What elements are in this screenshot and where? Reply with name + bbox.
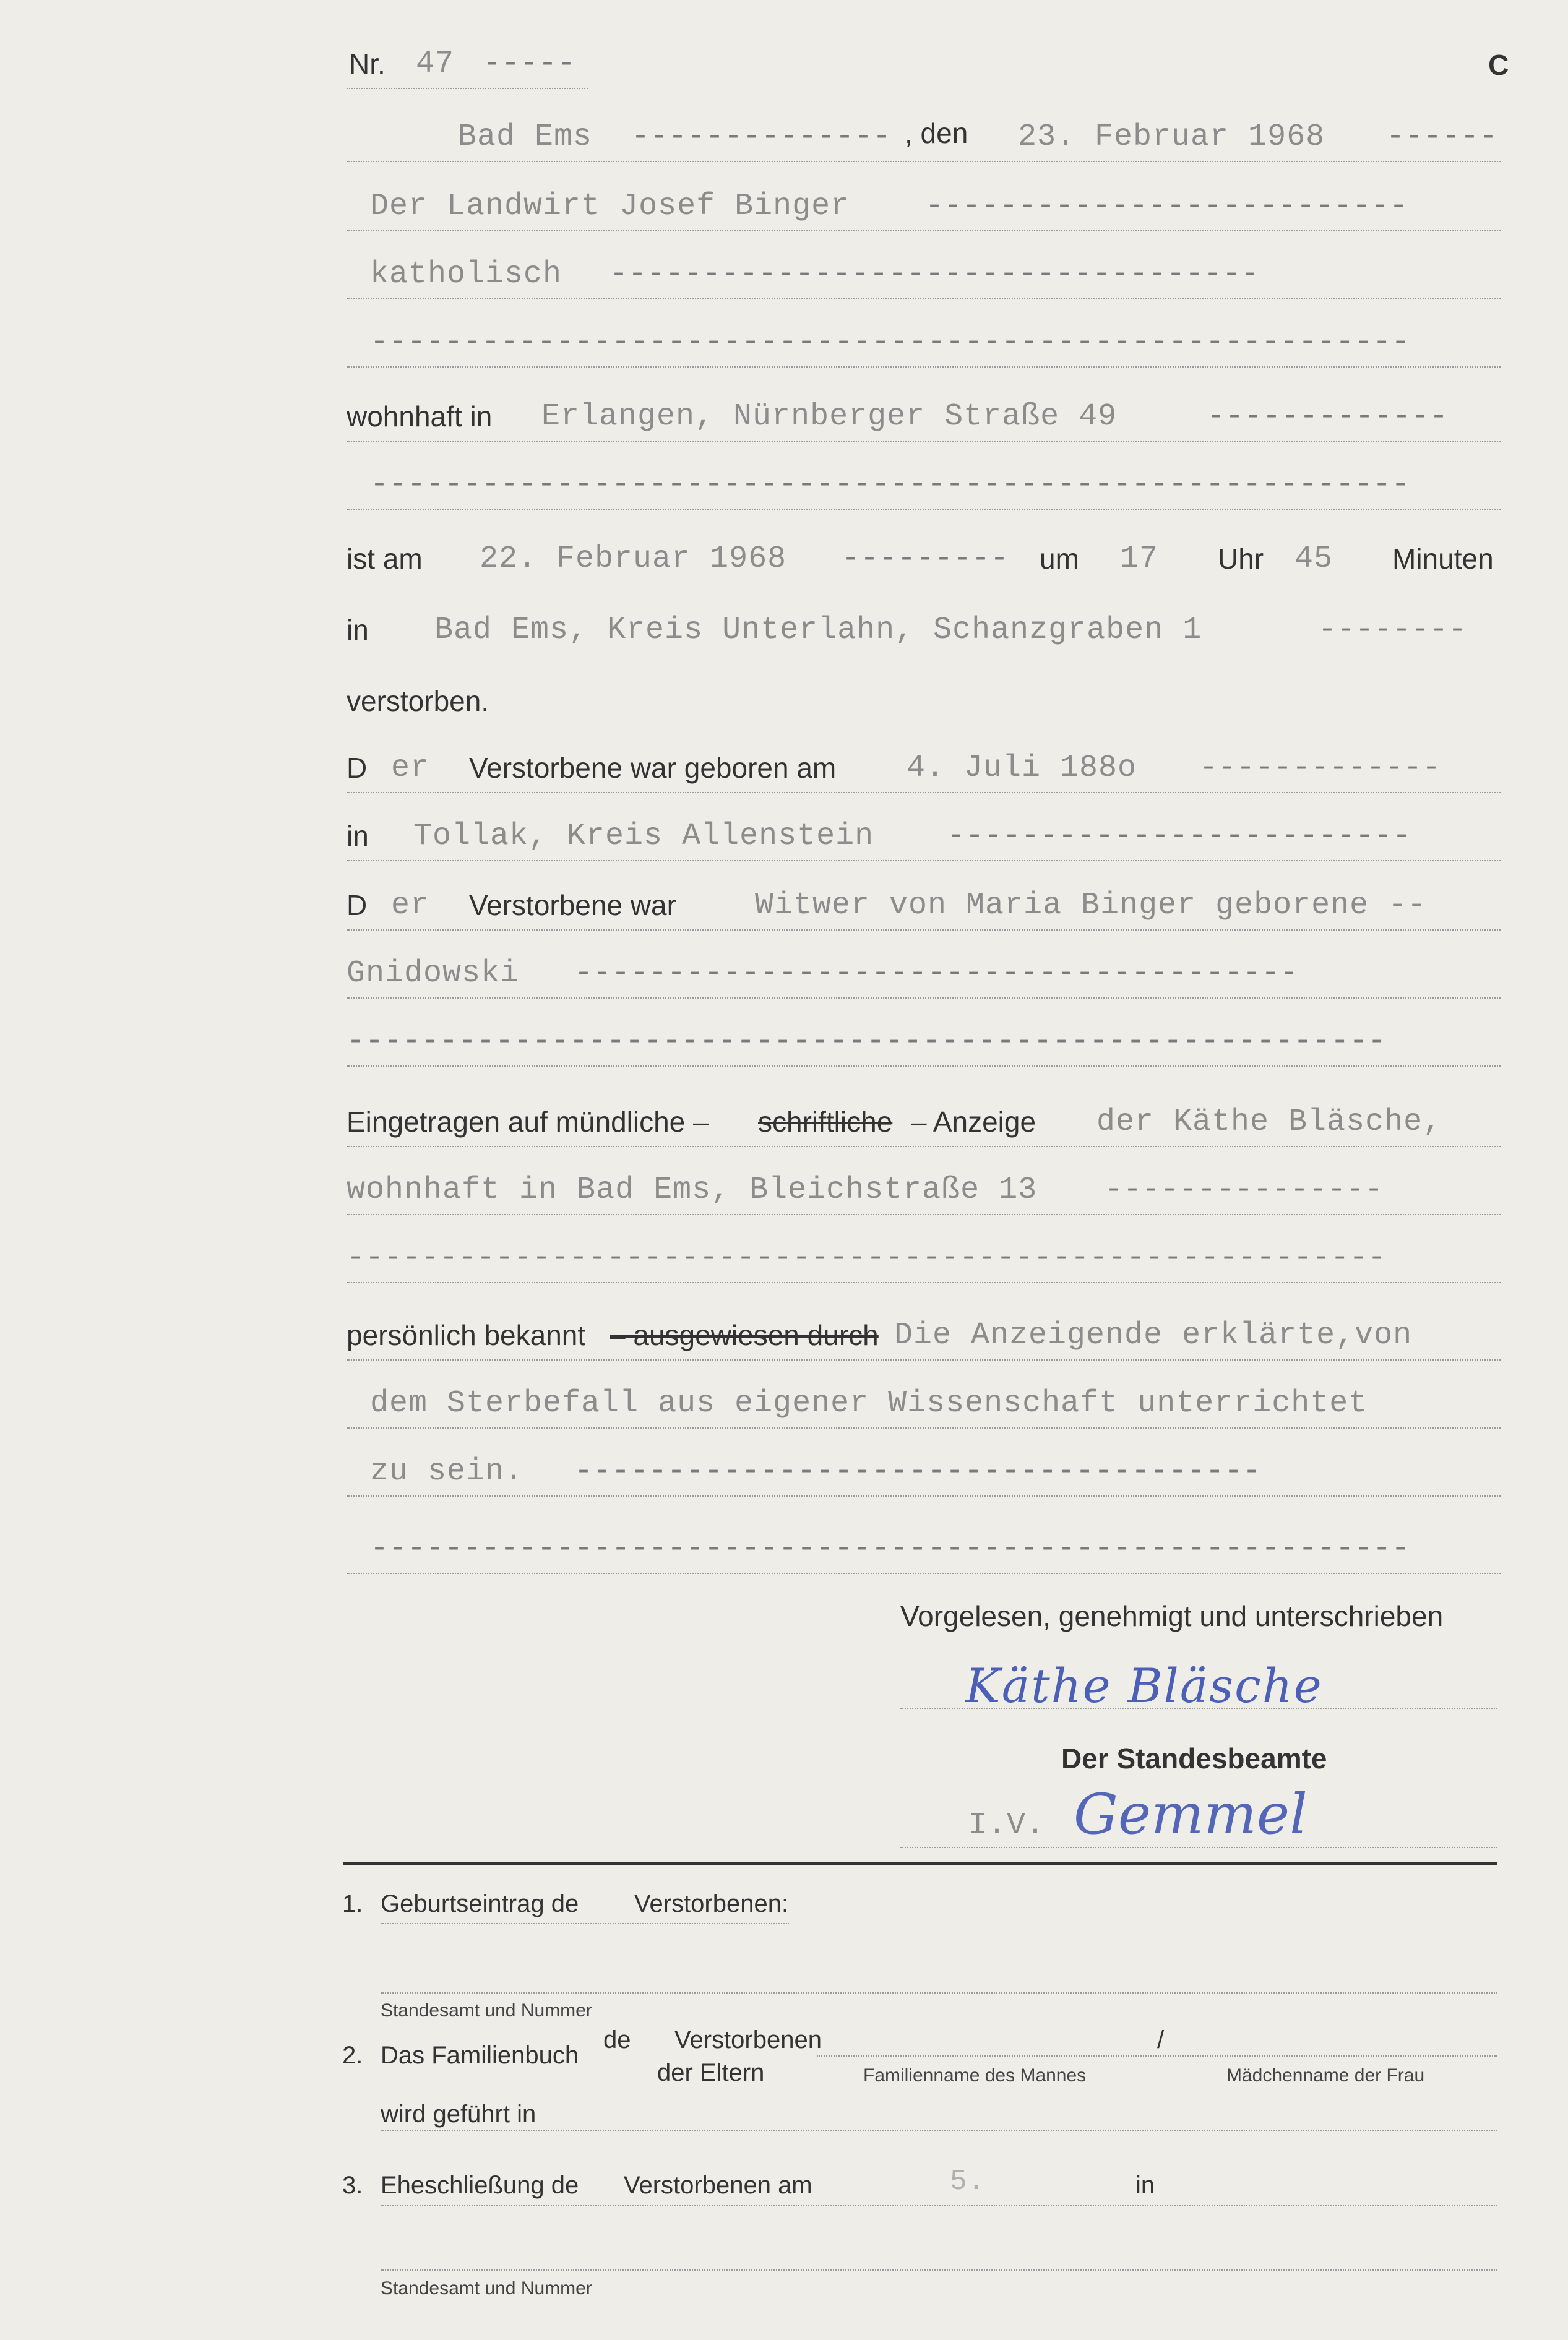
residence: Erlangen, Nürnberger Straße 49	[541, 399, 1118, 434]
uhr-label: Uhr	[1218, 543, 1264, 575]
item2-eltern: der Eltern	[657, 2059, 765, 2086]
ausgewiesen-struck: – ausgewiesen durch	[610, 1319, 879, 1351]
birth-in-label: in	[347, 820, 369, 852]
iv-label: I.V.	[968, 1808, 1046, 1843]
bekannt-label: persönlich bekannt	[347, 1319, 586, 1351]
item2-caption-husband: Familienname des Mannes	[863, 2065, 1087, 2086]
declaration-dash: -------------------------------------	[574, 1454, 1262, 1489]
death-minute: 45	[1294, 541, 1333, 577]
place-dash: --------------	[631, 119, 892, 155]
informant-signature	[965, 1658, 1323, 1713]
in-label: in	[347, 614, 369, 646]
register-number-line	[347, 37, 588, 89]
religion-line	[347, 247, 1501, 299]
nr-dash: -----	[483, 46, 576, 82]
blank-dash-1: --------------------------------------------------------	[370, 325, 1410, 360]
registration-line	[347, 1095, 1501, 1147]
religion: katholisch	[370, 257, 562, 292]
person-dash: --------------------------	[925, 189, 1408, 224]
identification-line	[347, 1309, 1501, 1361]
item3-label-a: Eheschließung de	[381, 2172, 579, 2199]
section-divider	[343, 1862, 1497, 1865]
birth-place: Tollak, Kreis Allenstein	[413, 819, 874, 854]
informant-address-line	[347, 1163, 1501, 1215]
blank-dash-4: --------------------------------------------------------	[347, 1241, 1387, 1276]
residence-dash: -------------	[1207, 399, 1449, 434]
declaration-3: zu sein.	[370, 1454, 524, 1489]
death-date-line	[347, 532, 1501, 583]
verstorbene-war-label: Verstorbene war	[469, 889, 676, 921]
informant-address: wohnhaft in Bad Ems, Bleichstraße 13	[347, 1172, 1038, 1208]
schriftliche-struck: schriftliche	[758, 1106, 893, 1138]
birth-date-dash: -------------	[1199, 751, 1441, 786]
verstorben-label: verstorben.	[347, 685, 489, 717]
minuten-label: Minuten	[1392, 543, 1494, 575]
item2-slash: /	[1157, 2026, 1165, 2054]
declaration-line-3	[347, 1445, 1501, 1497]
vorgelesen-label: Vorgelesen, genehmigt und unterschrieben	[900, 1600, 1444, 1632]
item2-de: de	[603, 2026, 631, 2054]
gender-suffix-2: er	[391, 888, 430, 923]
person-text: Der Landwirt Josef Binger	[370, 189, 850, 224]
item1-caption: Standesamt und Nummer	[381, 2000, 592, 2021]
item2-name-line	[817, 2055, 1497, 2057]
item1-underline	[381, 1923, 789, 1924]
item1-label-a: Geburtseintrag de	[381, 1890, 579, 1917]
signature-line-2	[900, 1847, 1497, 1848]
birth-place-dash: -------------------------	[947, 819, 1411, 854]
death-place-line	[347, 603, 1501, 654]
um-label: um	[1040, 543, 1079, 575]
item2-field-line	[381, 2130, 1497, 2131]
verstorben-line	[347, 674, 1501, 725]
informant-signature-text: Käthe Bläsche	[965, 1658, 1323, 1713]
entry-date: 23. Februar 1968	[1018, 119, 1325, 155]
gender-suffix: er	[391, 751, 430, 786]
birth-date-line	[347, 741, 1501, 793]
nr-value: 47	[416, 46, 455, 82]
informant-address-dash: ---------------	[1105, 1172, 1384, 1208]
place-date-line	[347, 110, 1501, 162]
signature-line-1	[900, 1708, 1497, 1709]
informant-name: der Käthe Bläsche,	[1096, 1104, 1442, 1140]
marital-status: Witwer von Maria Binger geborene --	[755, 888, 1427, 923]
blank-line-2	[347, 458, 1501, 510]
item3-underline	[381, 2205, 1497, 2206]
item3-in: in	[1135, 2172, 1155, 2199]
blank-line-3	[347, 1015, 1501, 1067]
item3-marriage-date: 5.	[950, 2166, 986, 2198]
maiden-name-dash: ---------------------------------------	[574, 956, 1299, 991]
declaration-2: dem Sterbefall aus eigener Wissenschaft unterrichtet	[370, 1386, 1368, 1421]
item2-label-a: Das Familienbuch	[381, 2042, 579, 2069]
date-dash: ------	[1386, 119, 1498, 155]
item3-field-line	[381, 2269, 1497, 2271]
item2-label-b: Verstorbenen	[674, 2026, 822, 2054]
d-label-2: D	[347, 889, 368, 921]
informant-person-line	[347, 179, 1501, 231]
death-date: 22. Februar 1968	[480, 541, 787, 577]
item1-field-line	[381, 1992, 1497, 1994]
marital-status-line	[347, 879, 1501, 931]
blank-line-1	[347, 316, 1501, 368]
blank-line-5	[347, 1522, 1501, 1574]
item3-label-b: Verstorbenen am	[624, 2172, 812, 2199]
birth-place-line	[347, 809, 1501, 861]
anzeige-label: – Anzeige	[911, 1106, 1036, 1138]
item3-number: 3.	[342, 2172, 363, 2199]
declaration-line-2	[347, 1377, 1501, 1429]
item2-caption-wife: Mädchenname der Frau	[1226, 2065, 1425, 2086]
item1-label-b: Verstorbenen:	[634, 1890, 789, 1917]
item2-number: 2.	[342, 2042, 363, 2069]
maiden-name-line	[347, 947, 1501, 999]
blank-line-4	[347, 1231, 1501, 1283]
death-hour: 17	[1120, 541, 1159, 577]
registrar-signature	[1074, 1782, 1307, 1847]
death-place: Bad Ems, Kreis Unterlahn, Schanzgraben 1	[434, 613, 1202, 648]
standesbeamte-label: Der Standesbeamte	[1061, 1742, 1327, 1774]
item2-label-c: wird geführt in	[381, 2101, 536, 2128]
wohnhaft-label: wohnhaft in	[347, 400, 493, 432]
geboren-label: Verstorbene war geboren am	[469, 752, 837, 784]
death-place-dash: --------	[1318, 613, 1467, 648]
place: Bad Ems	[458, 119, 593, 155]
ist-am-label: ist am	[347, 543, 423, 575]
birth-date: 4. Juli 188o	[907, 751, 1137, 786]
den-label: , den	[905, 117, 968, 149]
blank-dash-2: --------------------------------------------------------	[370, 467, 1410, 502]
corner-letter: C	[1488, 49, 1509, 81]
eingetragen-label: Eingetragen auf mündliche –	[347, 1106, 709, 1138]
death-date-dash: ---------	[842, 541, 1009, 577]
registrar-signature-text: Gemmel	[1074, 1782, 1307, 1847]
blank-dash-3: --------------------------------------------------------	[347, 1024, 1387, 1059]
residence-line	[347, 390, 1501, 442]
declaration-1: Die Anzeigende erklärte,von	[894, 1318, 1413, 1353]
blank-dash-5: --------------------------------------------------------	[370, 1531, 1410, 1567]
item1-number: 1.	[342, 1890, 363, 1917]
item3-caption: Standesamt und Nummer	[381, 2278, 592, 2299]
d-label: D	[347, 752, 368, 784]
religion-dash: -----------------------------------	[610, 257, 1260, 292]
nr-label: Nr.	[349, 48, 386, 80]
maiden-name: Gnidowski	[347, 956, 520, 991]
